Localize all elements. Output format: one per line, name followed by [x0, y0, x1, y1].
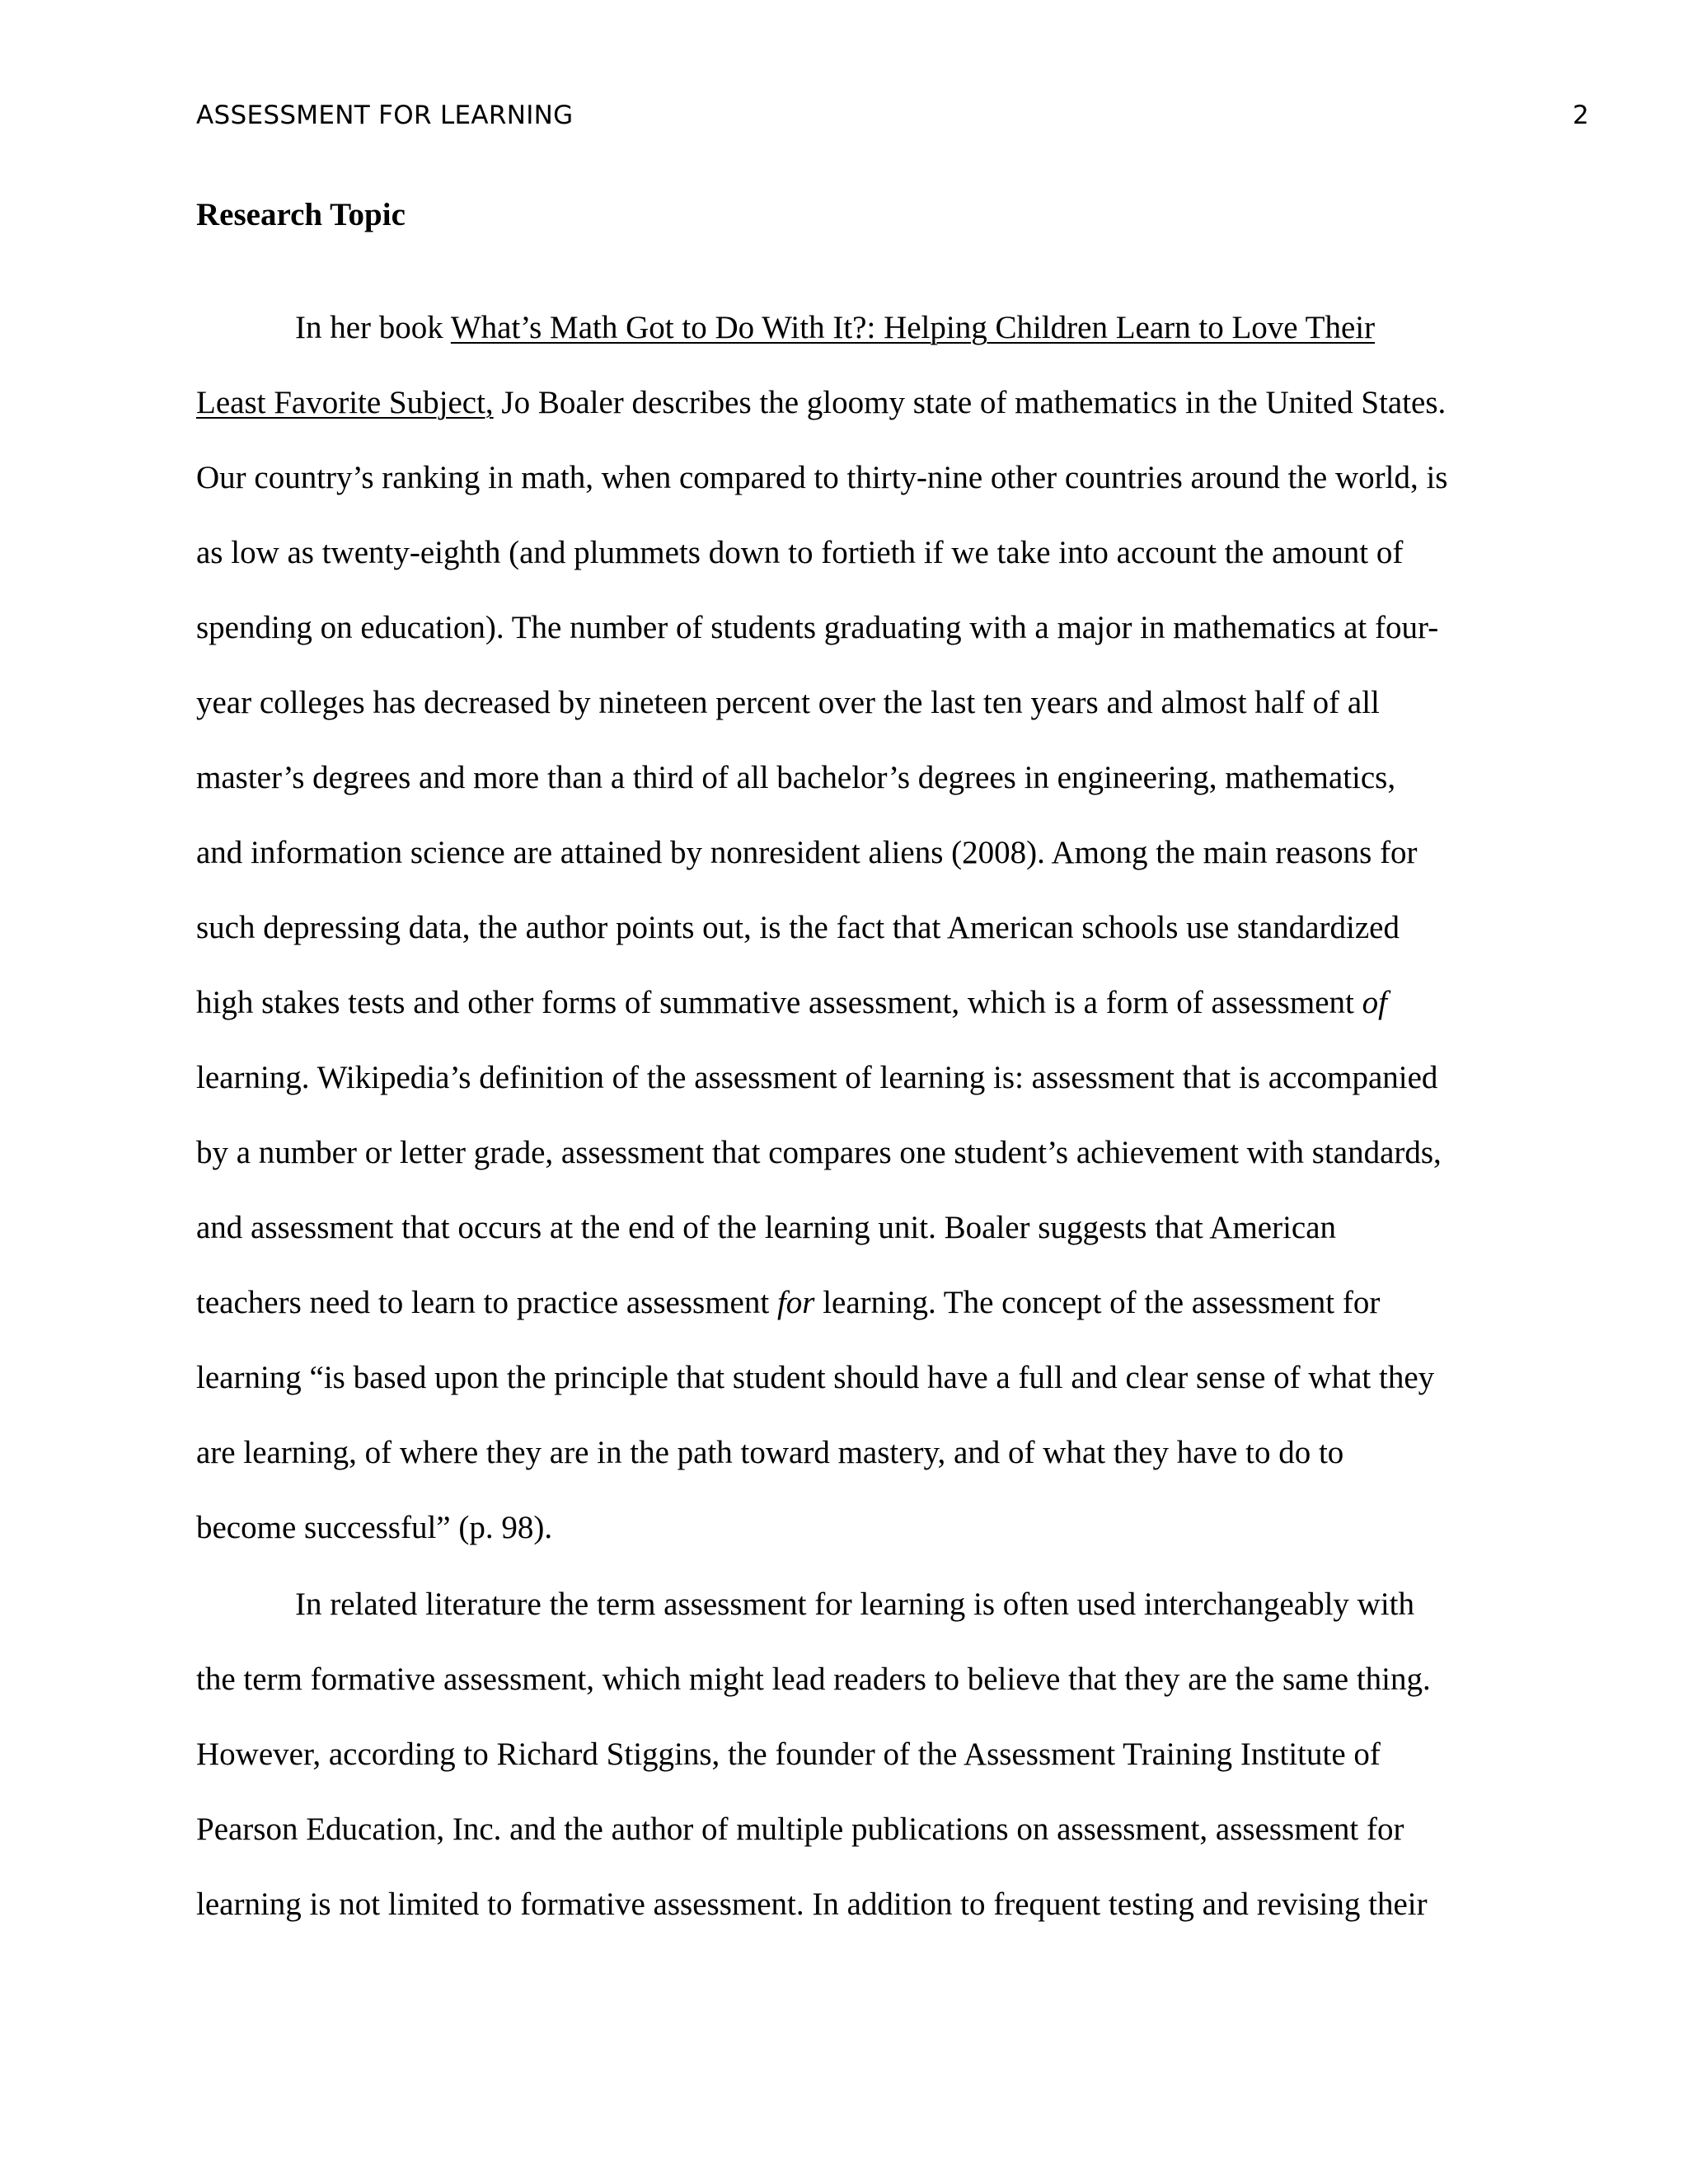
text-line: learning “is based upon the principle that student should have a full and clear sense of what they — [196, 1360, 1435, 1395]
text-line: the term formative assessment, which might lead readers to believe that they are the same thing. — [196, 1661, 1431, 1697]
emphasis: for — [776, 1285, 815, 1320]
text-line: and assessment that occurs at the end of the learning unit. Boaler suggests that American — [196, 1210, 1337, 1245]
text-line: Pearson Education, Inc. and the author of multiple publications on assessment, assessment for — [196, 1811, 1404, 1847]
page-number: 2 — [1573, 101, 1589, 130]
text-line: In her book What’s Math Got to Do With It?: Helping Children Learn to Love Their — [295, 310, 1376, 345]
text-line: master’s degrees and more than a third of all bachelor’s degrees in engineering, mathematics, — [196, 760, 1396, 795]
text-line: learning is not limited to formative assessment. In addition to frequent testing and revising their — [196, 1886, 1428, 1922]
text-line: However, according to Richard Stiggins, the founder of the Assessment Training Institute of — [196, 1736, 1381, 1772]
text-line: Our country’s ranking in math, when compared to thirty-nine other countries around the world, is — [196, 460, 1448, 495]
text-line: spending on education). The number of students graduating with a major in mathematics at four- — [196, 610, 1439, 645]
text-line: Least Favorite Subject, Jo Boaler describes the gloomy state of mathematics in the United States. — [196, 385, 1447, 420]
text-line: and information science are attained by nonresident aliens (2008). Among the main reasons for — [196, 835, 1418, 870]
text-line: become successful” (p. 98). — [196, 1510, 553, 1545]
running-head: ASSESSMENT FOR LEARNING — [196, 101, 574, 130]
text-line: by a number or letter grade, assessment that compares one student’s achievement with standards, — [196, 1135, 1442, 1170]
text-line: year colleges has decreased by nineteen percent over the last ten years and almost half of all — [196, 685, 1380, 720]
text-line: learning. Wikipedia’s definition of the assessment of learning is: assessment that is accompanied — [196, 1060, 1438, 1095]
text-line: are learning, of where they are in the path toward mastery, and of what they have to do to — [196, 1435, 1344, 1470]
text-line: as low as twenty-eighth (and plummets down to fortieth if we take into account the amount of — [196, 535, 1404, 570]
section-heading: Research Topic — [196, 197, 406, 232]
emphasis: of — [1362, 985, 1387, 1020]
text-line: teachers need to learn to practice assessment for learning. The concept of the assessment for — [196, 1285, 1381, 1320]
book-title: Least Favorite Subject, — [196, 385, 494, 420]
book-title: What’s Math Got to Do With It?: Helping Children Learn to Love Their — [450, 310, 1376, 345]
text-line: such depressing data, the author points out, is the fact that American schools use standardized — [196, 910, 1400, 945]
text-line: high stakes tests and other forms of summative assessment, which is a form of assessment of — [196, 985, 1387, 1020]
text-line: In related literature the term assessment for learning is often used interchangeably with — [295, 1586, 1415, 1622]
